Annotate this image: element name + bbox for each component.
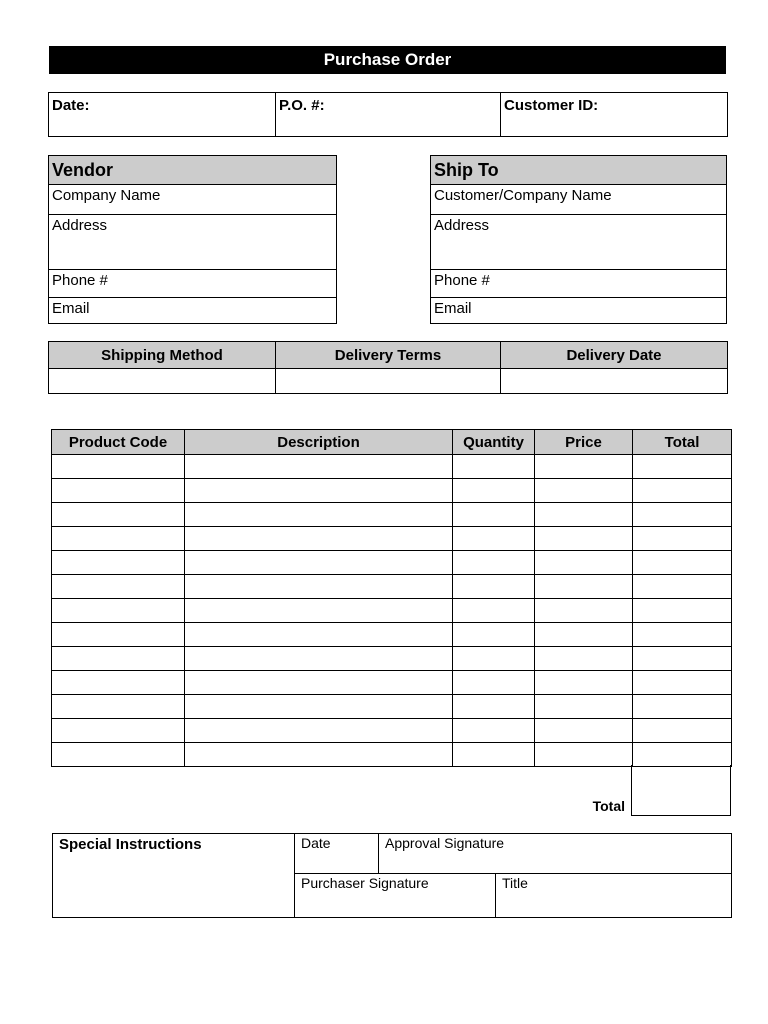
grand-total-field[interactable] (631, 765, 731, 816)
price-cell[interactable] (535, 695, 633, 719)
quantity-cell[interactable] (453, 695, 535, 719)
ship-to-address-field[interactable]: Address (431, 215, 727, 270)
quantity-cell[interactable] (453, 671, 535, 695)
price-cell[interactable] (535, 599, 633, 623)
po-number-label: P.O. #: (279, 97, 325, 114)
purchaser-signature-label: Purchaser Signature (301, 875, 429, 891)
description-cell[interactable] (185, 695, 453, 719)
ship-to-company-field[interactable]: Customer/Company Name (431, 185, 727, 215)
table-row (52, 551, 732, 575)
table-row (52, 695, 732, 719)
total-cell[interactable] (633, 479, 732, 503)
total-cell[interactable] (633, 743, 732, 767)
po-number-field[interactable] (276, 93, 501, 137)
vendor-table (48, 155, 337, 324)
table-row (52, 623, 732, 647)
total-cell[interactable] (633, 647, 732, 671)
product-code-cell[interactable] (52, 743, 185, 767)
customer-id-label: Customer ID: (504, 97, 599, 114)
title-field[interactable] (496, 874, 732, 918)
vendor-address-field[interactable]: Address (49, 215, 337, 270)
description-cell[interactable] (185, 503, 453, 527)
description-cell[interactable] (185, 479, 453, 503)
quantity-cell[interactable] (453, 599, 535, 623)
total-cell[interactable] (633, 719, 732, 743)
customer-id-field[interactable] (501, 93, 728, 137)
price-cell[interactable] (535, 743, 633, 767)
product-code-cell[interactable] (52, 599, 185, 623)
table-row (52, 503, 732, 527)
vendor-email-field[interactable]: Email (49, 298, 337, 324)
quantity-cell[interactable] (453, 743, 535, 767)
vendor-heading: Vendor (49, 156, 337, 185)
quantity-cell[interactable] (453, 647, 535, 671)
description-cell[interactable] (185, 551, 453, 575)
table-row (52, 455, 732, 479)
product-code-cell[interactable] (52, 503, 185, 527)
total-cell[interactable] (633, 671, 732, 695)
product-code-cell[interactable] (52, 455, 185, 479)
product-code-cell[interactable] (52, 671, 185, 695)
delivery-date-header: Delivery Date (501, 342, 728, 369)
quantity-cell[interactable] (453, 551, 535, 575)
product-code-cell[interactable] (52, 623, 185, 647)
description-cell[interactable] (185, 527, 453, 551)
product-code-header: Product Code (52, 430, 185, 455)
total-cell[interactable] (633, 455, 732, 479)
total-cell[interactable] (633, 575, 732, 599)
price-cell[interactable] (535, 719, 633, 743)
shipping-method-header: Shipping Method (49, 342, 276, 369)
description-cell[interactable] (185, 647, 453, 671)
quantity-cell[interactable] (453, 623, 535, 647)
price-cell[interactable] (535, 503, 633, 527)
total-cell[interactable] (633, 695, 732, 719)
description-header: Description (185, 430, 453, 455)
approval-date-label: Date (301, 835, 331, 851)
grand-total-label: Total (592, 798, 625, 814)
table-row (52, 479, 732, 503)
price-cell[interactable] (535, 455, 633, 479)
quantity-cell[interactable] (453, 575, 535, 599)
page-title: Purchase Order (49, 46, 726, 74)
price-cell[interactable] (535, 575, 633, 599)
table-row (52, 599, 732, 623)
quantity-cell[interactable] (453, 719, 535, 743)
total-cell[interactable] (633, 503, 732, 527)
price-cell[interactable] (535, 551, 633, 575)
delivery-terms-field[interactable] (276, 369, 501, 394)
date-label: Date: (52, 97, 90, 114)
vendor-phone-field[interactable]: Phone # (49, 270, 337, 298)
ship-to-table (430, 155, 727, 324)
description-cell[interactable] (185, 719, 453, 743)
product-code-cell[interactable] (52, 479, 185, 503)
signature-table (52, 833, 732, 918)
price-cell[interactable] (535, 647, 633, 671)
price-header: Price (535, 430, 633, 455)
quantity-cell[interactable] (453, 479, 535, 503)
description-cell[interactable] (185, 575, 453, 599)
product-code-cell[interactable] (52, 695, 185, 719)
table-row (52, 719, 732, 743)
header-fields-table (48, 92, 728, 137)
ship-to-heading: Ship To (431, 156, 727, 185)
total-cell[interactable] (633, 527, 732, 551)
ship-to-email-field[interactable]: Email (431, 298, 727, 324)
approval-signature-label: Approval Signature (385, 835, 505, 851)
line-items-body (52, 455, 732, 767)
total-cell[interactable] (633, 623, 732, 647)
description-cell[interactable] (185, 455, 453, 479)
ship-to-phone-field[interactable]: Phone # (431, 270, 727, 298)
total-cell[interactable] (633, 551, 732, 575)
title-label: Title (502, 875, 528, 891)
shipping-method-field[interactable] (49, 369, 276, 394)
table-row (52, 575, 732, 599)
line-items-table (51, 429, 732, 767)
price-cell[interactable] (535, 527, 633, 551)
vendor-company-field[interactable]: Company Name (49, 185, 337, 215)
approval-date-field[interactable] (295, 834, 379, 874)
price-cell[interactable] (535, 623, 633, 647)
product-code-cell[interactable] (52, 647, 185, 671)
description-cell[interactable] (185, 599, 453, 623)
special-instructions-field[interactable] (53, 834, 295, 918)
date-field[interactable] (49, 93, 276, 137)
price-cell[interactable] (535, 479, 633, 503)
price-cell[interactable] (535, 671, 633, 695)
total-header: Total (633, 430, 732, 455)
description-cell[interactable] (185, 623, 453, 647)
shipping-table (48, 341, 728, 394)
product-code-cell[interactable] (52, 527, 185, 551)
total-cell[interactable] (633, 599, 732, 623)
product-code-cell[interactable] (52, 551, 185, 575)
description-cell[interactable] (185, 743, 453, 767)
table-row (52, 743, 732, 767)
product-code-cell[interactable] (52, 719, 185, 743)
table-row (52, 671, 732, 695)
special-instructions-label: Special Instructions (59, 836, 202, 853)
table-row (52, 527, 732, 551)
purchaser-signature-field[interactable] (295, 874, 496, 918)
product-code-cell[interactable] (52, 575, 185, 599)
description-cell[interactable] (185, 671, 453, 695)
quantity-header: Quantity (453, 430, 535, 455)
table-row (52, 647, 732, 671)
delivery-terms-header: Delivery Terms (276, 342, 501, 369)
quantity-cell[interactable] (453, 455, 535, 479)
quantity-cell[interactable] (453, 527, 535, 551)
approval-signature-field[interactable] (379, 834, 732, 874)
quantity-cell[interactable] (453, 503, 535, 527)
delivery-date-field[interactable] (501, 369, 728, 394)
